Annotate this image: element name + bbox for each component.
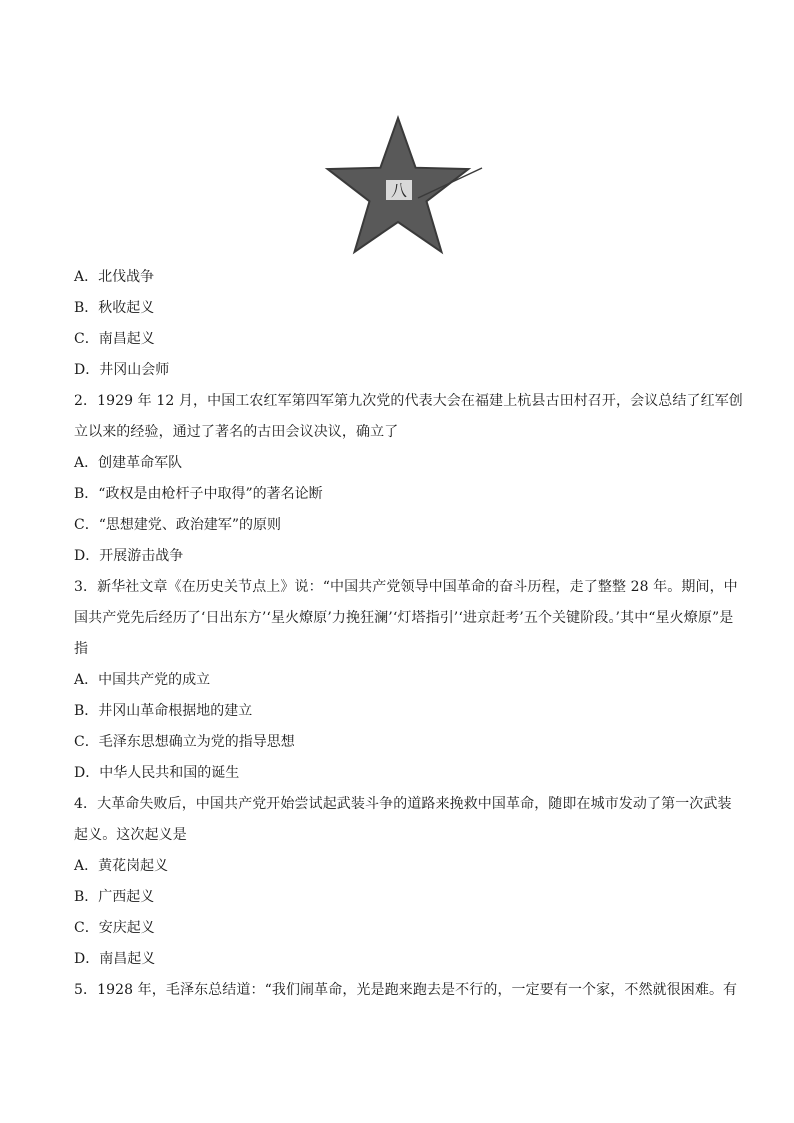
answer-option: B．秋收起义 — [74, 300, 155, 316]
answer-option: B．井冈山革命根据地的建立 — [74, 703, 253, 719]
answer-option: C．“思想建党、政治建军”的原则 — [74, 517, 282, 533]
star-emblem-char: 八 — [390, 181, 408, 200]
question-stem-line: 4．大革命失败后，中国共产党开始尝试起武装斗争的道路来挽救中国革命，随即在城市发动了第一次武装 — [74, 796, 732, 812]
red-star-emblem-image — [322, 110, 484, 260]
answer-option: B．广西起义 — [74, 889, 155, 905]
answer-option: C．南昌起义 — [74, 331, 155, 347]
answer-option: A．北伐战争 — [74, 269, 155, 285]
question-list — [74, 262, 743, 1006]
answer-option: D．井冈山会师 — [74, 362, 170, 378]
question-stem-line: 3．新华社文章《在历史关节点上》说：“中国共产党领导中国革命的奋斗历程，走了整整 28 年。期间，中 — [74, 579, 738, 595]
question-stem-line: 指 — [74, 641, 89, 657]
answer-option: D．南昌起义 — [74, 951, 156, 967]
answer-option: D．开展游击战争 — [74, 548, 184, 564]
answer-option: A．中国共产党的成立 — [74, 672, 211, 688]
answer-option: C．安庆起义 — [74, 920, 155, 936]
question-stem-line: 5．1928 年，毛泽东总结道：“我们闹革命，光是跑来跑去是不行的，一定要有一个家，不然就很困难。有 — [74, 982, 738, 998]
answer-option: D．中华人民共和国的诞生 — [74, 765, 240, 781]
question-stem-line: 起义。这次起义是 — [74, 827, 187, 843]
question-stem-line: 国共产党先后经历了‘日出东方’‘星火燎原’力挽狂澜’‘灯塔指引’‘进京赶考’五个关键阶段。’其中“星火燎原”是 — [74, 610, 734, 626]
question-stem-line: 立以来的经验，通过了著名的古田会议决议，确立了 — [74, 424, 399, 440]
answer-option: A．黄花岗起义 — [74, 858, 169, 874]
question-stem-line: 2．1929 年 12 月，中国工农红军第四军第九次党的代表大会在福建上杭县古田村召开，会议总结了红军创 — [74, 393, 743, 409]
answer-option: B．“政权是由枪杆子中取得”的著名论断 — [74, 486, 323, 502]
answer-option: A．创建革命军队 — [74, 455, 183, 471]
answer-option: C．毛泽东思想确立为党的指导思想 — [74, 734, 295, 750]
